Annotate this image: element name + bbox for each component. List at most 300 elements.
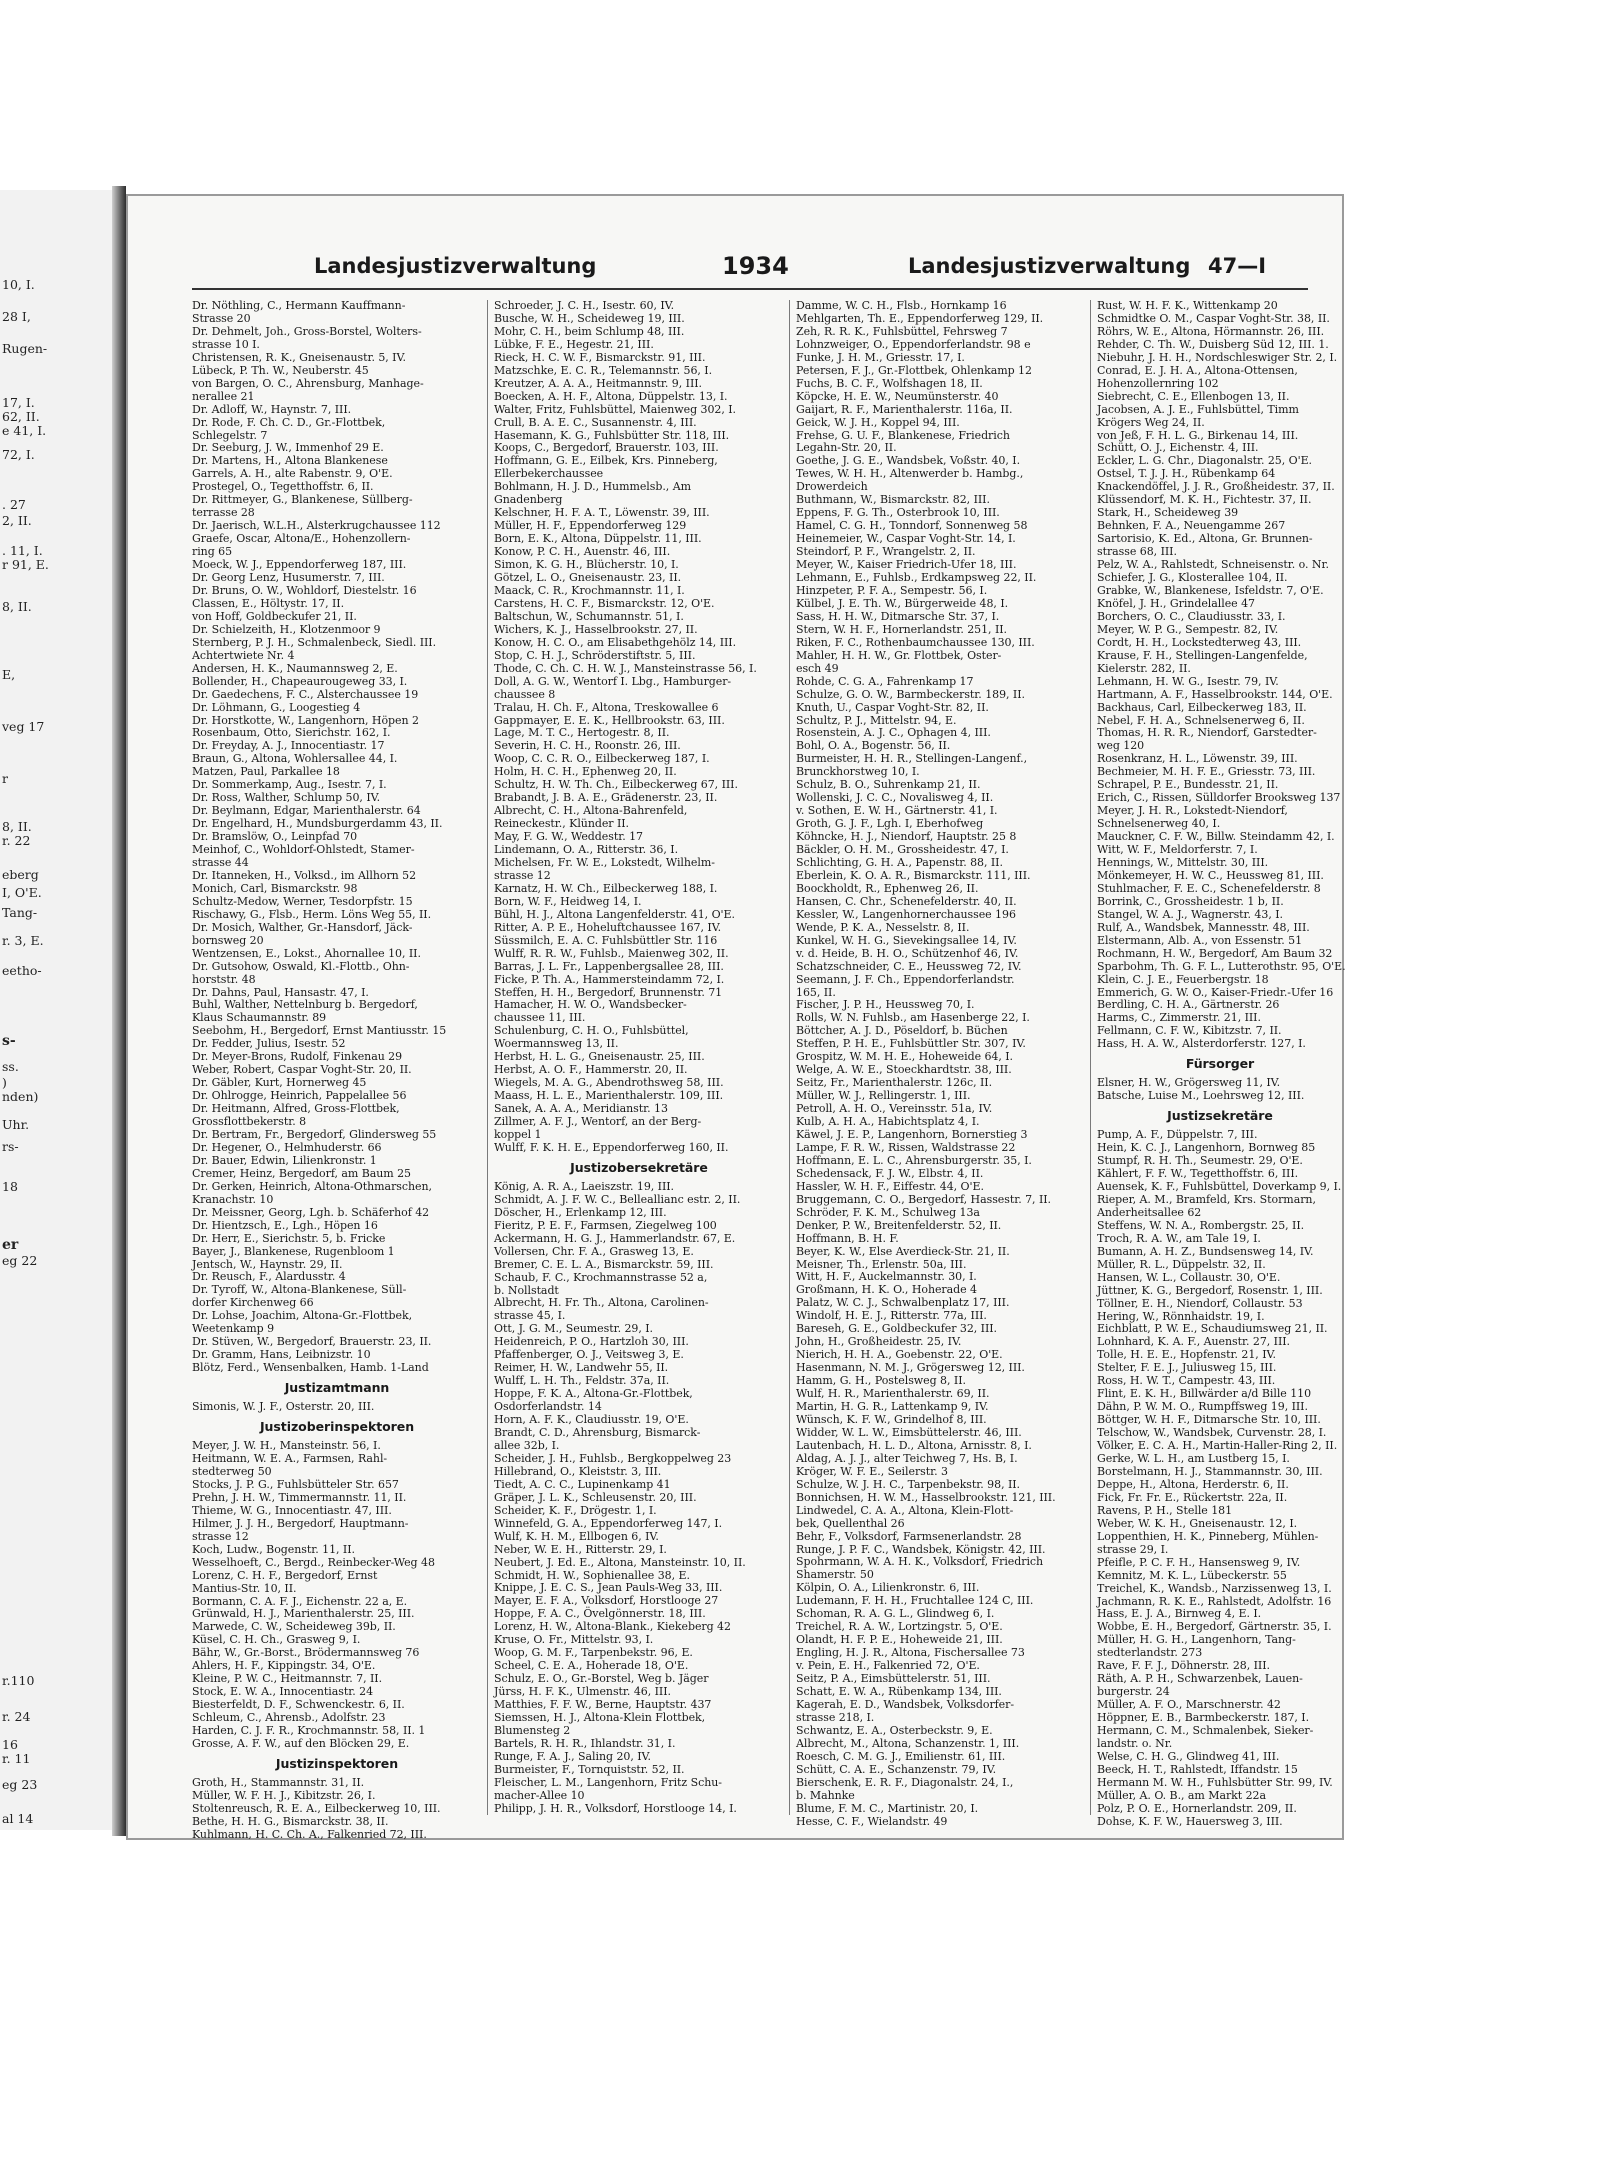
directory-entry: Severin, H. C. H., Roonstr. 26, III. — [494, 739, 681, 753]
directory-entry: Carstens, H. C. F., Bismarckstr. 12, O'E. — [494, 596, 715, 610]
directory-page — [126, 194, 1344, 1840]
directory-entry: Sternberg, P. J. H., Schmalenbeck, Siedl. III. — [192, 635, 437, 649]
directory-entry: Fieritz, P. E. F., Farmsen, Ziegelweg 100 — [494, 1218, 717, 1232]
directory-entry: Schulz, B. O., Suhrenkamp 21, II. — [796, 778, 981, 792]
directory-entry: Hansen, W. L., Collaustr. 30, O'E. — [1097, 1270, 1281, 1284]
directory-entry: Weber, W. K. H., Gneisenaustr. 12, I. — [1097, 1516, 1298, 1530]
directory-entry: Ackermann, H. G. J., Hammerlandstr. 67, E. — [494, 1231, 736, 1245]
directory-entry: Dr. Bramslöw, O., Leinpfad 70 — [192, 830, 358, 844]
directory-entry: esch 49 — [796, 661, 839, 675]
directory-entry: Dr. Ross, Walther, Schlump 50, IV. — [192, 791, 381, 805]
directory-entry: Burmeister, H. H. R., Stellingen-Langenf., — [796, 752, 1028, 766]
directory-entry: Schultz, P. J., Mittelstr. 94, E. — [796, 713, 957, 727]
directory-entry: Schütt, C. A. E., Schanzenstr. 79, IV. — [796, 1762, 997, 1776]
directory-entry: Schedensack, F. J. W., Elbstr. 4, II. — [796, 1166, 984, 1180]
directory-entry: Kulb, A. H. A., Habichtsplatz 4, I. — [796, 1115, 980, 1129]
directory-entry: Müller, R. L., Düppelstr. 32, II. — [1097, 1257, 1266, 1271]
directory-entry: Rohde, C. G. A., Fahrenkamp 17 — [796, 674, 974, 688]
directory-entry: Bruggemann, C. O., Bergedorf, Hassestr. 7, II. — [796, 1192, 1051, 1206]
directory-entry: Dr. Itanneken, H., Volksd., im Allhorn 52 — [192, 868, 417, 882]
directory-entry: Lindemann, O. A., Ritterstr. 36, I. — [494, 843, 679, 857]
directory-entry: Schütt, O. J., Eichenstr. 4, III. — [1097, 441, 1259, 455]
directory-entry: Süssmilch, E. A. C. Fuhlsbüttler Str. 116 — [494, 933, 718, 947]
directory-entry: Dr. Sommerkamp, Aug., Isestr. 7, I. — [192, 778, 387, 792]
directory-entry: Jürss, H. F. K., Ulmenstr. 46, III. — [494, 1685, 671, 1699]
directory-entry: Widder, W. L. W., Eimsbüttelerstr. 46, III. — [796, 1425, 1022, 1439]
left-page-line: E, — [2, 667, 16, 682]
directory-entry: Shamerstr. 50 — [796, 1568, 874, 1582]
directory-entry: Karnatz, H. W. Ch., Eilbeckerweg 188, I. — [494, 881, 718, 895]
directory-entry: Külbel, J. E. Th. W., Bürgerweide 48, I. — [796, 596, 1009, 610]
section-heading: Justizobersekretäre — [570, 1159, 708, 1175]
directory-entry: Lorenz, H. W., Altona-Blank., Kiekeberg 42 — [494, 1620, 731, 1634]
directory-entry: Buhl, Walther, Nettelnburg b. Bergedorf, — [192, 998, 418, 1012]
directory-entry: Lohnhard, K. A. F., Auenstr. 27, III. — [1097, 1335, 1290, 1349]
directory-entry: Rolls, W. N. Fuhlsb., am Hasenberge 22, I. — [796, 1011, 1030, 1025]
directory-entry: Damme, W. C. H., Flsb., Hornkamp 16 — [796, 299, 1007, 312]
directory-entry: dorfer Kirchenweg 66 — [192, 1296, 314, 1310]
directory-entry: Heinemeier, W., Caspar Voght-Str. 14, I. — [796, 532, 1016, 546]
directory-entry: Wulff, R. R. W., Fuhlsb., Maienweg 302, II. — [494, 946, 729, 960]
directory-entry: Wulff, L. H. Th., Feldstr. 37a, II. — [494, 1374, 670, 1388]
directory-entry: Martin, H. G. R., Lattenkamp 9, IV. — [796, 1400, 989, 1414]
directory-entry: Käwel, J. E. P., Langenhorn, Bornerstieg 3 — [796, 1128, 1028, 1141]
directory-entry: Wentzensen, E., Lokst., Ahornallee 10, II. — [192, 946, 421, 960]
directory-entry: Herbst, H. L. G., Gneisenaustr. 25, III. — [494, 1050, 705, 1064]
directory-entry: Buthmann, W., Bismarckstr. 82, III. — [796, 493, 990, 507]
directory-entry: Mehlgarten, Th. E., Eppendorferweg 129, II. — [796, 311, 1044, 325]
directory-entry: Wulf, H. R., Marienthalerstr. 69, II. — [796, 1387, 990, 1401]
directory-entry: Boecken, A. H. F., Altona, Düppelstr. 13, I. — [494, 389, 728, 403]
directory-entry: Moeck, W. J., Eppendorferweg 187, III. — [192, 558, 407, 572]
directory-entry: Steffens, W. N. A., Rombergstr. 25, II. — [1097, 1218, 1305, 1232]
section-heading: Justizsekretäre — [1167, 1108, 1273, 1124]
directory-entry: Winnefeld, G. A., Eppendorferweg 147, I. — [494, 1516, 723, 1530]
left-page-line: 16 — [2, 1737, 18, 1752]
directory-entry: Legahn-Str. 20, II. — [796, 441, 897, 455]
directory-entry: Frehse, G. U. F., Blankenese, Friedrich — [796, 428, 1010, 442]
directory-entry: Döscher, H., Erlenkamp 12, III. — [494, 1205, 667, 1219]
directory-entry: Schulze, W. J. H. C., Tarpenbekstr. 98, II. — [796, 1477, 1020, 1491]
directory-entry: nerallee 21 — [192, 389, 255, 403]
directory-entry: Wulff, F. K. H. E., Eppendorferweg 160, II. — [494, 1140, 729, 1154]
directory-entry: Dr. Reusch, F., Alardusstr. 4 — [192, 1270, 346, 1284]
directory-entry: strasse 44 — [192, 855, 249, 869]
header-year: 1934 — [722, 252, 789, 280]
section-heading: Justizamtmann — [284, 1380, 390, 1396]
directory-entry: Krögers Weg 24, II. — [1097, 415, 1205, 429]
directory-entry: König, A. R. A., Laeiszstr. 19, III. — [494, 1179, 674, 1193]
directory-entry: Hoppe, F. A. C., Övelgönnerstr. 18, III. — [494, 1607, 706, 1621]
directory-entry: Petroll, A. H. O., Vereinsstr. 51a, IV. — [796, 1102, 993, 1116]
directory-entry: Bohl, O. A., Bogenstr. 56, II. — [796, 739, 951, 753]
directory-entry: Meisner, Th., Erlenstr. 50a, III. — [796, 1257, 967, 1271]
directory-entry: Meyer, J. W. H., Mansteinstr. 56, I. — [192, 1439, 381, 1453]
directory-entry: Lehmann, H. W. G., Isestr. 79, IV. — [1097, 674, 1279, 688]
directory-entry: Stern, W. H. F., Hornerlandstr. 251, II. — [796, 622, 1007, 636]
directory-entry: Schmidt, A. J. F. W. C., Belleallianc estr. 2, II. — [494, 1192, 741, 1206]
directory-entry: Lindwedel, C. A. A., Altona, Klein-Flott- — [796, 1503, 1014, 1517]
directory-entry: Schlegelstr. 7 — [192, 428, 268, 442]
directory-entry: Stangel, W. A. J., Wagnerstr. 43, I. — [1097, 907, 1283, 921]
directory-entry: Konow, P. C. H., Auenstr. 46, III. — [494, 545, 671, 559]
directory-entry: Siebrecht, C. E., Ellenbogen 13, II. — [1097, 389, 1290, 403]
directory-entry: Grospitz, W. M. H. E., Hoheweide 64, I. — [796, 1050, 1014, 1064]
directory-entry: Rieper, A. M., Bramfeld, Krs. Stormarn, — [1097, 1192, 1316, 1206]
directory-entry: Eichblatt, P. W. E., Schaudiumsweg 21, II. — [1097, 1322, 1328, 1336]
section-heading: Fürsorger — [1185, 1056, 1255, 1072]
directory-entry: Borchers, O. C., Claudiusstr. 33, I. — [1097, 609, 1286, 623]
directory-entry: horststr. 48 — [192, 972, 256, 986]
directory-entry: Meyer, W., Kaiser Friedrich-Ufer 18, III. — [796, 558, 1017, 572]
directory-entry: Rischawy, G., Flsb., Herm. Löns Weg 55, II. — [192, 907, 432, 921]
header-title-left: Landesjustizverwaltung — [314, 254, 597, 278]
column-divider — [789, 300, 790, 1815]
directory-entry: strasse 45, I. — [494, 1309, 566, 1323]
directory-entry: Hillebrand, O., Kleiststr. 3, III. — [494, 1464, 662, 1478]
directory-entry: Fleischer, L. M., Langenhorn, Fritz Schu- — [494, 1775, 722, 1789]
directory-entry: May, F. G. W., Weddestr. 17 — [494, 830, 644, 844]
directory-entry: Hartmann, A. F., Hasselbrookstr. 144, O'E. — [1097, 687, 1333, 701]
directory-entry: Vollersen, Chr. F. A., Grasweg 13, E. — [494, 1244, 694, 1258]
header-rule — [192, 288, 1308, 290]
directory-entry: Albrecht, H. Fr. Th., Altona, Carolinen- — [494, 1296, 709, 1310]
directory-entry: Welge, A. W. E., Stoeckhardtstr. 38, III. — [796, 1063, 1012, 1077]
directory-entry: Monich, Carl, Bismarckstr. 98 — [192, 881, 358, 895]
left-page-line: 8, II. — [2, 599, 32, 614]
left-page-line: rs- — [2, 1139, 19, 1154]
directory-entry: Walter, Fritz, Fuhlsbüttel, Maienweg 302, I. — [494, 402, 736, 416]
directory-entry: Stumpf, R. H. Th., Seumestr. 29, O'E. — [1097, 1154, 1303, 1168]
left-page-line: 17, I. — [2, 395, 35, 410]
directory-entry: Michelsen, Fr. W. E., Lokstedt, Wilhelm- — [494, 855, 715, 869]
directory-entry: Philipp, J. H. R., Volksdorf, Horstlooge 14, I. — [494, 1801, 737, 1815]
directory-entry: Brunckhorstweg 10, I. — [796, 765, 920, 779]
directory-entry: Nierich, H. H. A., Goebenstr. 22, O'E. — [796, 1348, 1003, 1362]
directory-entry: Conrad, E. J. H. A., Altona-Ottensen, — [1097, 363, 1298, 377]
directory-entry: Reineckestr., Klünder II. — [494, 817, 629, 831]
directory-entry: Horn, A. F. K., Claudiusstr. 19, O'E. — [494, 1413, 689, 1427]
directory-entry: Zillmer, A. F. J., Wentorf, an der Berg- — [494, 1115, 702, 1129]
directory-entry: Küsel, C. H. Ch., Grasweg 9, I. — [192, 1633, 361, 1647]
directory-entry: Thomas, H. R. R., Niendorf, Garstedter- — [1097, 726, 1317, 740]
directory-entry: Spohrmann, W. A. H. K., Volksdorf, Friedrich — [796, 1555, 1044, 1569]
directory-entry: Riken, F. C., Rothenbaumchaussee 130, III. — [796, 635, 1035, 649]
directory-entry: stedterweg 50 — [192, 1464, 272, 1478]
directory-entry: Heidenreich, P. O., Hartzloh 30, III. — [494, 1335, 689, 1349]
directory-entry: Wobbe, E. H., Bergedorf, Gärtnerstr. 35, I. — [1097, 1620, 1332, 1634]
left-page-line: r. 3, E. — [2, 933, 44, 948]
directory-entry: Knackendöffel, J. J. R., Großheidestr. 37, II. — [1097, 480, 1335, 494]
left-page-line: veg 17 — [2, 719, 45, 734]
directory-entry: weg 120 — [1097, 739, 1145, 753]
directory-entry: Pelz, W. A., Rahlstedt, Schneisenstr. o. Nr. — [1097, 558, 1329, 572]
directory-entry: Schultz-Medow, Werner, Tesdorpfstr. 15 — [192, 894, 413, 908]
directory-entry: Stuhlmacher, F. E. C., Schenefelderstr. 8 — [1097, 881, 1321, 895]
directory-entry: Harden, C. J. F. R., Krochmannstr. 58, II. 1 — [192, 1724, 426, 1738]
directory-entry: strasse 218, I. — [796, 1710, 875, 1724]
directory-entry: Ellerbekerchaussee — [494, 467, 604, 481]
directory-entry: Bähr, W., Gr.-Borst., Brödermannsweg 76 — [192, 1646, 420, 1660]
directory-entry: ring 65 — [192, 545, 233, 559]
directory-entry: Ross, H. W. T., Campestr. 43, III. — [1097, 1374, 1276, 1388]
directory-entry: Kuhlmann, H. C. Ch. A., Falkenried 72, III. — [192, 1827, 427, 1841]
directory-entry: macher-Allee 10 — [494, 1788, 585, 1802]
directory-entry: Born, W. F., Heidweg 14, I. — [494, 894, 642, 908]
directory-entry: Mönkemeyer, H. W. C., Heussweg 81, III. — [1097, 868, 1324, 882]
directory-entry: Groth, G. J. F., Lgh. I, Eberhofweg — [796, 817, 984, 831]
directory-entry: Runge, J. P. F. C., Wandsbek, Königstr. 42, III. — [796, 1542, 1046, 1556]
directory-entry: Marwede, C. W., Scheideweg 39b, II. — [192, 1620, 396, 1634]
directory-entry: Bormann, C. A. F. J., Eichenstr. 22 a, E. — [192, 1594, 408, 1608]
directory-entry: Schultz, H. W. Th. Ch., Eilbeckerweg 67, III. — [494, 778, 738, 792]
directory-entry: Dr. Bruns, O. W., Wohldorf, Diestelstr. 16 — [192, 583, 417, 597]
directory-entry: Bühl, H. J., Altona Langenfelderstr. 41, O'E. — [494, 907, 735, 921]
directory-entry: Dr. Gäbler, Kurt, Hornerweg 45 — [192, 1076, 367, 1090]
directory-entry: Harms, C., Zimmerstr. 21, III. — [1097, 1011, 1261, 1025]
directory-entry: strasse 12 — [494, 868, 551, 882]
directory-entry: allee 32b, I. — [494, 1438, 560, 1452]
directory-entry: Meyer, W. P. G., Sempestr. 82, IV. — [1097, 622, 1279, 636]
directory-entry: Sanek, A. A. A., Meridianstr. 13 — [494, 1102, 668, 1116]
directory-entry: Dr. Schielzeith, H., Klotzenmoor 9 — [192, 622, 381, 636]
directory-entry: Weber, Robert, Caspar Voght-Str. 20, II. — [192, 1063, 412, 1077]
left-page-line: 72, I. — [2, 447, 35, 462]
directory-entry: v. Sothen, E. W. H., Gärtnerstr. 41, I. — [796, 804, 998, 818]
directory-entry: Andersen, H. K., Naumannsweg 2, E. — [192, 661, 398, 675]
directory-entry: Boockholdt, R., Ephenweg 26, II. — [796, 881, 979, 895]
left-page-line: eg 22 — [2, 1253, 38, 1268]
directory-entry: Auensek, K. F., Fuhlsbüttel, Doverkamp 9, I. — [1097, 1180, 1342, 1193]
directory-entry: Scheel, C. E. A., Hoherade 18, O'E. — [494, 1659, 689, 1673]
directory-entry: Hamel, C. G. H., Tonndorf, Sonnenweg 58 — [796, 519, 1028, 533]
directory-entry: Stark, H., Scheideweg 39 — [1097, 506, 1239, 520]
directory-entry: Achtertwiete Nr. 4 — [192, 648, 295, 662]
directory-entry: Grosse, A. F. W., auf den Blöcken 29, E. — [192, 1736, 410, 1750]
left-page-line: s- — [2, 1033, 16, 1049]
directory-entry: John, H., Großheidestr. 25, IV. — [796, 1335, 962, 1349]
directory-entry: von Hoff, Goldbeckufer 21, II. — [192, 609, 357, 623]
directory-entry: Herbst, A. O. F., Hammerstr. 20, II. — [494, 1063, 688, 1077]
directory-entry: Braun, G., Altona, Wohlersallee 44, I. — [192, 752, 398, 766]
directory-entry: Schwantz, E. A., Osterbeckstr. 9, E. — [796, 1723, 993, 1737]
directory-entry: Hoffmann, B. H. F. — [796, 1231, 899, 1245]
directory-entry: Garrels, A. H., alte Rabenstr. 9, O'E. — [192, 467, 393, 481]
directory-entry: Hinzpeter, P. F. A., Sempestr. 56, I. — [796, 583, 988, 597]
section-heading: Justizoberinspektoren — [259, 1419, 415, 1435]
directory-entry: Telschow, W., Wandsbek, Curvenstr. 28, I. — [1097, 1426, 1327, 1440]
directory-entry: Grossflottbekerstr. 8 — [192, 1115, 307, 1129]
directory-entry: Ahlers, H. F., Kippingstr. 34, O'E. — [192, 1659, 376, 1673]
directory-entry: Schmidt, H. W., Sophienallee 38, E. — [494, 1568, 690, 1582]
directory-entry: Busche, W. H., Scheideweg 19, III. — [494, 311, 685, 325]
directory-entry: Blume, F. M. C., Martinistr. 20, I. — [796, 1801, 979, 1815]
directory-entry: Jachmann, R. K. E., Rahlstedt, Adolfstr. 16 — [1097, 1594, 1332, 1608]
directory-entry: Borstelmann, H. J., Stammannstr. 30, III. — [1097, 1464, 1323, 1478]
directory-entry: Crull, B. A. E. C., Susannenstr. 4, III. — [494, 415, 697, 429]
left-page-line: . 27 — [2, 497, 26, 512]
directory-entry: Dr. Dahns, Paul, Hansastr. 47, I. — [192, 985, 369, 999]
directory-entry: Matzschke, E. C. R., Telemannstr. 56, I. — [494, 363, 713, 377]
directory-entry: Zeh, R. R. K., Fuhlsbüttel, Fehrsweg 7 — [796, 324, 1008, 338]
directory-entry: Schroeder, J. C. H., Isestr. 60, IV. — [494, 299, 675, 312]
directory-entry: strasse 12 — [192, 1529, 249, 1543]
directory-entry: Borrink, C., Grossheidestr. 1 b, II. — [1097, 894, 1284, 908]
directory-entry: Wulf, K. H. M., Ellbogen 6, IV. — [494, 1529, 659, 1543]
directory-entry: Eberlein, K. O. A. R., Bismarckstr. 111, III. — [796, 868, 1031, 882]
directory-entry: Dr. Dehmelt, Joh., Gross-Borstel, Wolters- — [192, 324, 422, 338]
directory-entry: Dr. Gramm, Hans, Leibnizstr. 10 — [192, 1348, 371, 1362]
directory-entry: Eppens, F. G. Th., Osterbrook 10, III. — [796, 506, 1000, 520]
directory-entry: Müller, A. O. B., am Markt 22a — [1097, 1788, 1267, 1802]
directory-entry: Simonis, W. J. F., Osterstr. 20, III. — [192, 1400, 375, 1414]
directory-entry: Dr. Stüven, W., Bergedorf, Brauerstr. 23, II. — [192, 1335, 432, 1349]
directory-entry: Steffen, H. H., Bergedorf, Brunnenstr. 71 — [494, 985, 723, 999]
directory-entry: Wünsch, K. F. W., Grindelhof 8, III. — [796, 1412, 987, 1426]
directory-entry: Ravens, P. H., Stelle 181 — [1097, 1503, 1233, 1517]
directory-entry: Schaub, F. C., Krochmannstrasse 52 a, — [494, 1270, 708, 1284]
directory-entry: Sparbohm, Th. G. F. L., Lutterothstr. 95, O'E. — [1097, 959, 1346, 973]
directory-entry: Koops, C., Bergedorf, Brauerstr. 103, III. — [494, 441, 719, 455]
directory-entry: Seemann, J. F. Ch., Eppendorferlandstr. — [796, 972, 1015, 986]
directory-entry: Klein, C. J. E., Feuerbergstr. 18 — [1097, 972, 1269, 986]
left-page-line: eg 23 — [2, 1777, 38, 1792]
directory-entry: Wichers, K. J., Hasselbrookstr. 27, II. — [494, 622, 698, 636]
directory-entry: Biesterfeldt, D. F., Schwenckestr. 6, II. — [192, 1698, 405, 1712]
directory-entry: Geick, W. J. H., Koppel 94, III. — [796, 415, 960, 429]
directory-entry: Rosenbaum, Otto, Sierichstr. 162, I. — [192, 726, 391, 740]
directory-entry: Cordt, H. H., Lockstedterweg 43, III. — [1097, 635, 1302, 649]
directory-entry: Mauckner, C. F. W., Billw. Steindamm 42, I. — [1097, 830, 1335, 844]
directory-entry: Hermann, C. M., Schmalenbek, Sieker- — [1097, 1724, 1314, 1738]
directory-entry: Prostegel, O., Tegetthoffstr. 6, II. — [192, 480, 374, 494]
column-2 — [494, 300, 784, 1815]
directory-entry: Tralau, H. Ch. F., Altona, Treskowallee 6 — [494, 700, 719, 714]
directory-entry: Hassler, W. H. F., Eiffestr. 44, O'E. — [796, 1179, 984, 1193]
directory-entry: Jacobsen, A. J. E., Fuhlsbüttel, Timm — [1097, 402, 1299, 416]
directory-entry: Dr. Georg Lenz, Husumerstr. 7, III. — [192, 571, 385, 585]
directory-entry: Nebel, F. H. A., Schnelsenerweg 6, II. — [1097, 713, 1305, 727]
directory-entry: Röhrs, W. E., Altona, Hörmannstr. 26, III. — [1097, 324, 1325, 338]
directory-entry: Sass, H. H. W., Ditmarsche Str. 37, I. — [796, 609, 1000, 623]
directory-entry: Heitmann, W. E. A., Farmsen, Rahl- — [192, 1452, 388, 1466]
directory-entry: Schmidtke O. M., Caspar Voght-Str. 38, II. — [1097, 311, 1330, 325]
directory-entry: Gräper, J. L. K., Schleusenstr. 20, III. — [494, 1490, 697, 1504]
directory-entry: Ficke, P. Th. A., Hammersteindamm 72, I. — [494, 972, 725, 986]
directory-entry: Cremer, Heinz, Bergedorf, am Baum 25 — [192, 1166, 411, 1180]
directory-entry: strasse 68, III. — [1097, 545, 1177, 559]
directory-entry: burgerstr. 24 — [1097, 1685, 1170, 1699]
directory-entry: Knippe, J. E. C. S., Jean Pauls-Weg 33, III. — [494, 1581, 723, 1595]
column-1 — [192, 299, 482, 1841]
directory-entry: Bierschenk, E. R. F., Diagonalstr. 24, I., — [796, 1775, 1014, 1789]
directory-entry: Fick, Fr. Fr. E., Rückertstr. 22a, II. — [1097, 1490, 1288, 1504]
directory-entry: Goethe, J. G. E., Wandsbek, Voßstr. 40, I. — [796, 454, 1021, 468]
directory-entry: Witt, W. F., Meldorferstr. 7, I. — [1097, 843, 1258, 857]
directory-entry: Weetenkamp 9 — [192, 1322, 275, 1336]
directory-entry: Dr. Adloff, W., Haynstr. 7, III. — [192, 402, 352, 416]
directory-entry: terrasse 28 — [192, 506, 255, 520]
directory-entry: Hilmer, J. J. H., Bergedorf, Hauptmann- — [192, 1516, 409, 1530]
directory-entry: Lampe, F. R. W., Rissen, Waldstrasse 22 — [796, 1140, 1016, 1154]
directory-entry: Hering, W., Rönnhaidstr. 19, I. — [1097, 1309, 1265, 1323]
directory-entry: Steffen, P. H. E., Fuhlsbüttler Str. 307, IV. — [796, 1037, 1026, 1051]
directory-entry: Brandt, C. D., Ahrensburg, Bismarck- — [494, 1426, 701, 1440]
left-page-fragment — [0, 190, 120, 1830]
directory-entry: Lübke, F. E., Hegestr. 21, III. — [494, 337, 654, 351]
directory-entry: Denker, P. W., Breitenfelderstr. 52, II. — [796, 1218, 1002, 1232]
directory-entry: Schnelsenerweg 40, I. — [1097, 817, 1221, 831]
directory-entry: Mantius-Str. 10, II. — [192, 1581, 297, 1595]
directory-entry: Runge, F. A. J., Saling 20, IV. — [494, 1749, 651, 1763]
directory-entry: Hoppe, F. K. A., Altona-Gr.-Flottbek, — [494, 1387, 693, 1401]
directory-entry: Troch, R. A. W., am Tale 19, I. — [1097, 1231, 1261, 1245]
directory-entry: Prehn, J. H. W., Timmermannstr. 11, II. — [192, 1490, 407, 1504]
directory-entry: Wesselhoeft, C., Bergd., Reinbecker-Weg 48 — [192, 1555, 435, 1569]
directory-entry: Roesch, C. M. G. J., Emilienstr. 61, III. — [796, 1749, 1006, 1763]
directory-entry: Ludemann, F. H. H., Fruchtallee 124 C, III. — [796, 1594, 1034, 1608]
directory-entry: Blötz, Ferd., Wensenbalken, Hamb. 1-Land — [192, 1361, 429, 1375]
left-page-line: eetho- — [2, 963, 42, 978]
left-page-line: 8, II. — [2, 819, 32, 834]
directory-entry: Bareseh, G. E., Goldbeckufer 32, III. — [796, 1322, 997, 1336]
directory-entry: Mayer, E. F. A., Volksdorf, Horstlooge 27 — [494, 1594, 719, 1608]
directory-entry: Dr. Freyday, A. J., Innocentiastr. 17 — [192, 739, 385, 753]
directory-entry: Erich, C., Rissen, Sülldorfer Brooksweg 137 — [1097, 791, 1341, 805]
directory-entry: Kelschner, H. F. A. T., Löwenstr. 39, III. — [494, 506, 710, 520]
directory-entry: Eckler, L. G. Chr., Diagonalstr. 25, O'E. — [1097, 454, 1312, 468]
directory-entry: Kielerstr. 282, II. — [1097, 661, 1191, 675]
directory-entry: Lübeck, P. Th. W., Neuberstr. 45 — [192, 363, 369, 377]
directory-entry: Hoffmann, E. L. C., Ahrensburgerstr. 35, I. — [796, 1153, 1032, 1167]
directory-entry: Polz, P. O. E., Hornerlandstr. 209, II. — [1097, 1801, 1297, 1815]
directory-entry: Dr. Tyroff, W., Altona-Blankenese, Süll- — [192, 1283, 407, 1297]
directory-entry: Behr, F., Volksdorf, Farmsenerlandstr. 28 — [796, 1529, 1022, 1543]
directory-entry: Dr. Fedder, Julius, Isestr. 52 — [192, 1037, 346, 1051]
directory-entry: Dr. Martens, H., Altona Blankenese — [192, 454, 388, 468]
directory-entry: Schiefer, J. G., Klosterallee 104, II. — [1097, 571, 1288, 585]
directory-entry: Müller, W. J., Rellingerstr. 1, III. — [796, 1089, 971, 1103]
directory-entry: Dr. Engelhard, H., Mundsburgerdamm 43, II. — [192, 817, 443, 831]
directory-entry: Schulz, E. O., Gr.-Borstel, Weg b. Jäger — [494, 1672, 709, 1686]
directory-entry: Blumensteg 2 — [494, 1723, 571, 1737]
book-gutter — [112, 186, 126, 1836]
directory-entry: Stop, C. H. J., Schröderstiftstr. 5, III. — [494, 648, 696, 662]
directory-entry: von Jeß, F. H. L. G., Birkenau 14, III. — [1097, 428, 1299, 442]
directory-entry: Beyer, K. W., Else Averdieck-Str. 21, II. — [796, 1244, 1010, 1258]
directory-entry: Lage, M. T. C., Hertogestr. 8, II. — [494, 726, 670, 740]
directory-entry: Strasse 20 — [192, 311, 251, 325]
directory-entry: Backhaus, Carl, Eilbeckerweg 183, II. — [1097, 700, 1307, 714]
directory-entry: Holm, H. C. H., Ephenweg 20, II. — [494, 765, 677, 779]
directory-entry: Koch, Ludw., Bogenstr. 11, II. — [192, 1542, 355, 1556]
directory-entry: Schoman, R. A. G. L., Glindweg 6, I. — [796, 1607, 995, 1621]
directory-entry: Rieck, H. C. W. F., Bismarckstr. 91, III. — [494, 350, 706, 364]
directory-entry: Pump, A. F., Düppelstr. 7, III. — [1097, 1128, 1258, 1142]
directory-entry: chaussee 11, III. — [494, 1011, 586, 1025]
left-page-line: Tang- — [2, 905, 38, 920]
directory-entry: Brabandt, J. B. A. E., Grädenerstr. 23, II. — [494, 791, 718, 805]
directory-entry: Stelter, F. E. J., Juliusweg 15, III. — [1097, 1361, 1277, 1375]
directory-entry: Maack, C. R., Krochmannstr. 11, I. — [494, 583, 685, 597]
directory-entry: Dr. Lohse, Joachim, Altona-Gr.-Flottbek, — [192, 1309, 413, 1323]
left-page-line: nden) — [2, 1089, 39, 1104]
directory-entry: Jüttner, K. G., Bergedorf, Rosenstr. 1, III. — [1097, 1283, 1323, 1297]
directory-entry: Mahler, H. H. W., Gr. Flottbek, Oster- — [796, 648, 1002, 662]
directory-entry: Hesse, C. F., Wielandstr. 49 — [796, 1814, 948, 1828]
left-page-line: er — [2, 1237, 19, 1253]
directory-entry: Steindorf, P. F., Wrangelstr. 2, II. — [796, 545, 976, 559]
